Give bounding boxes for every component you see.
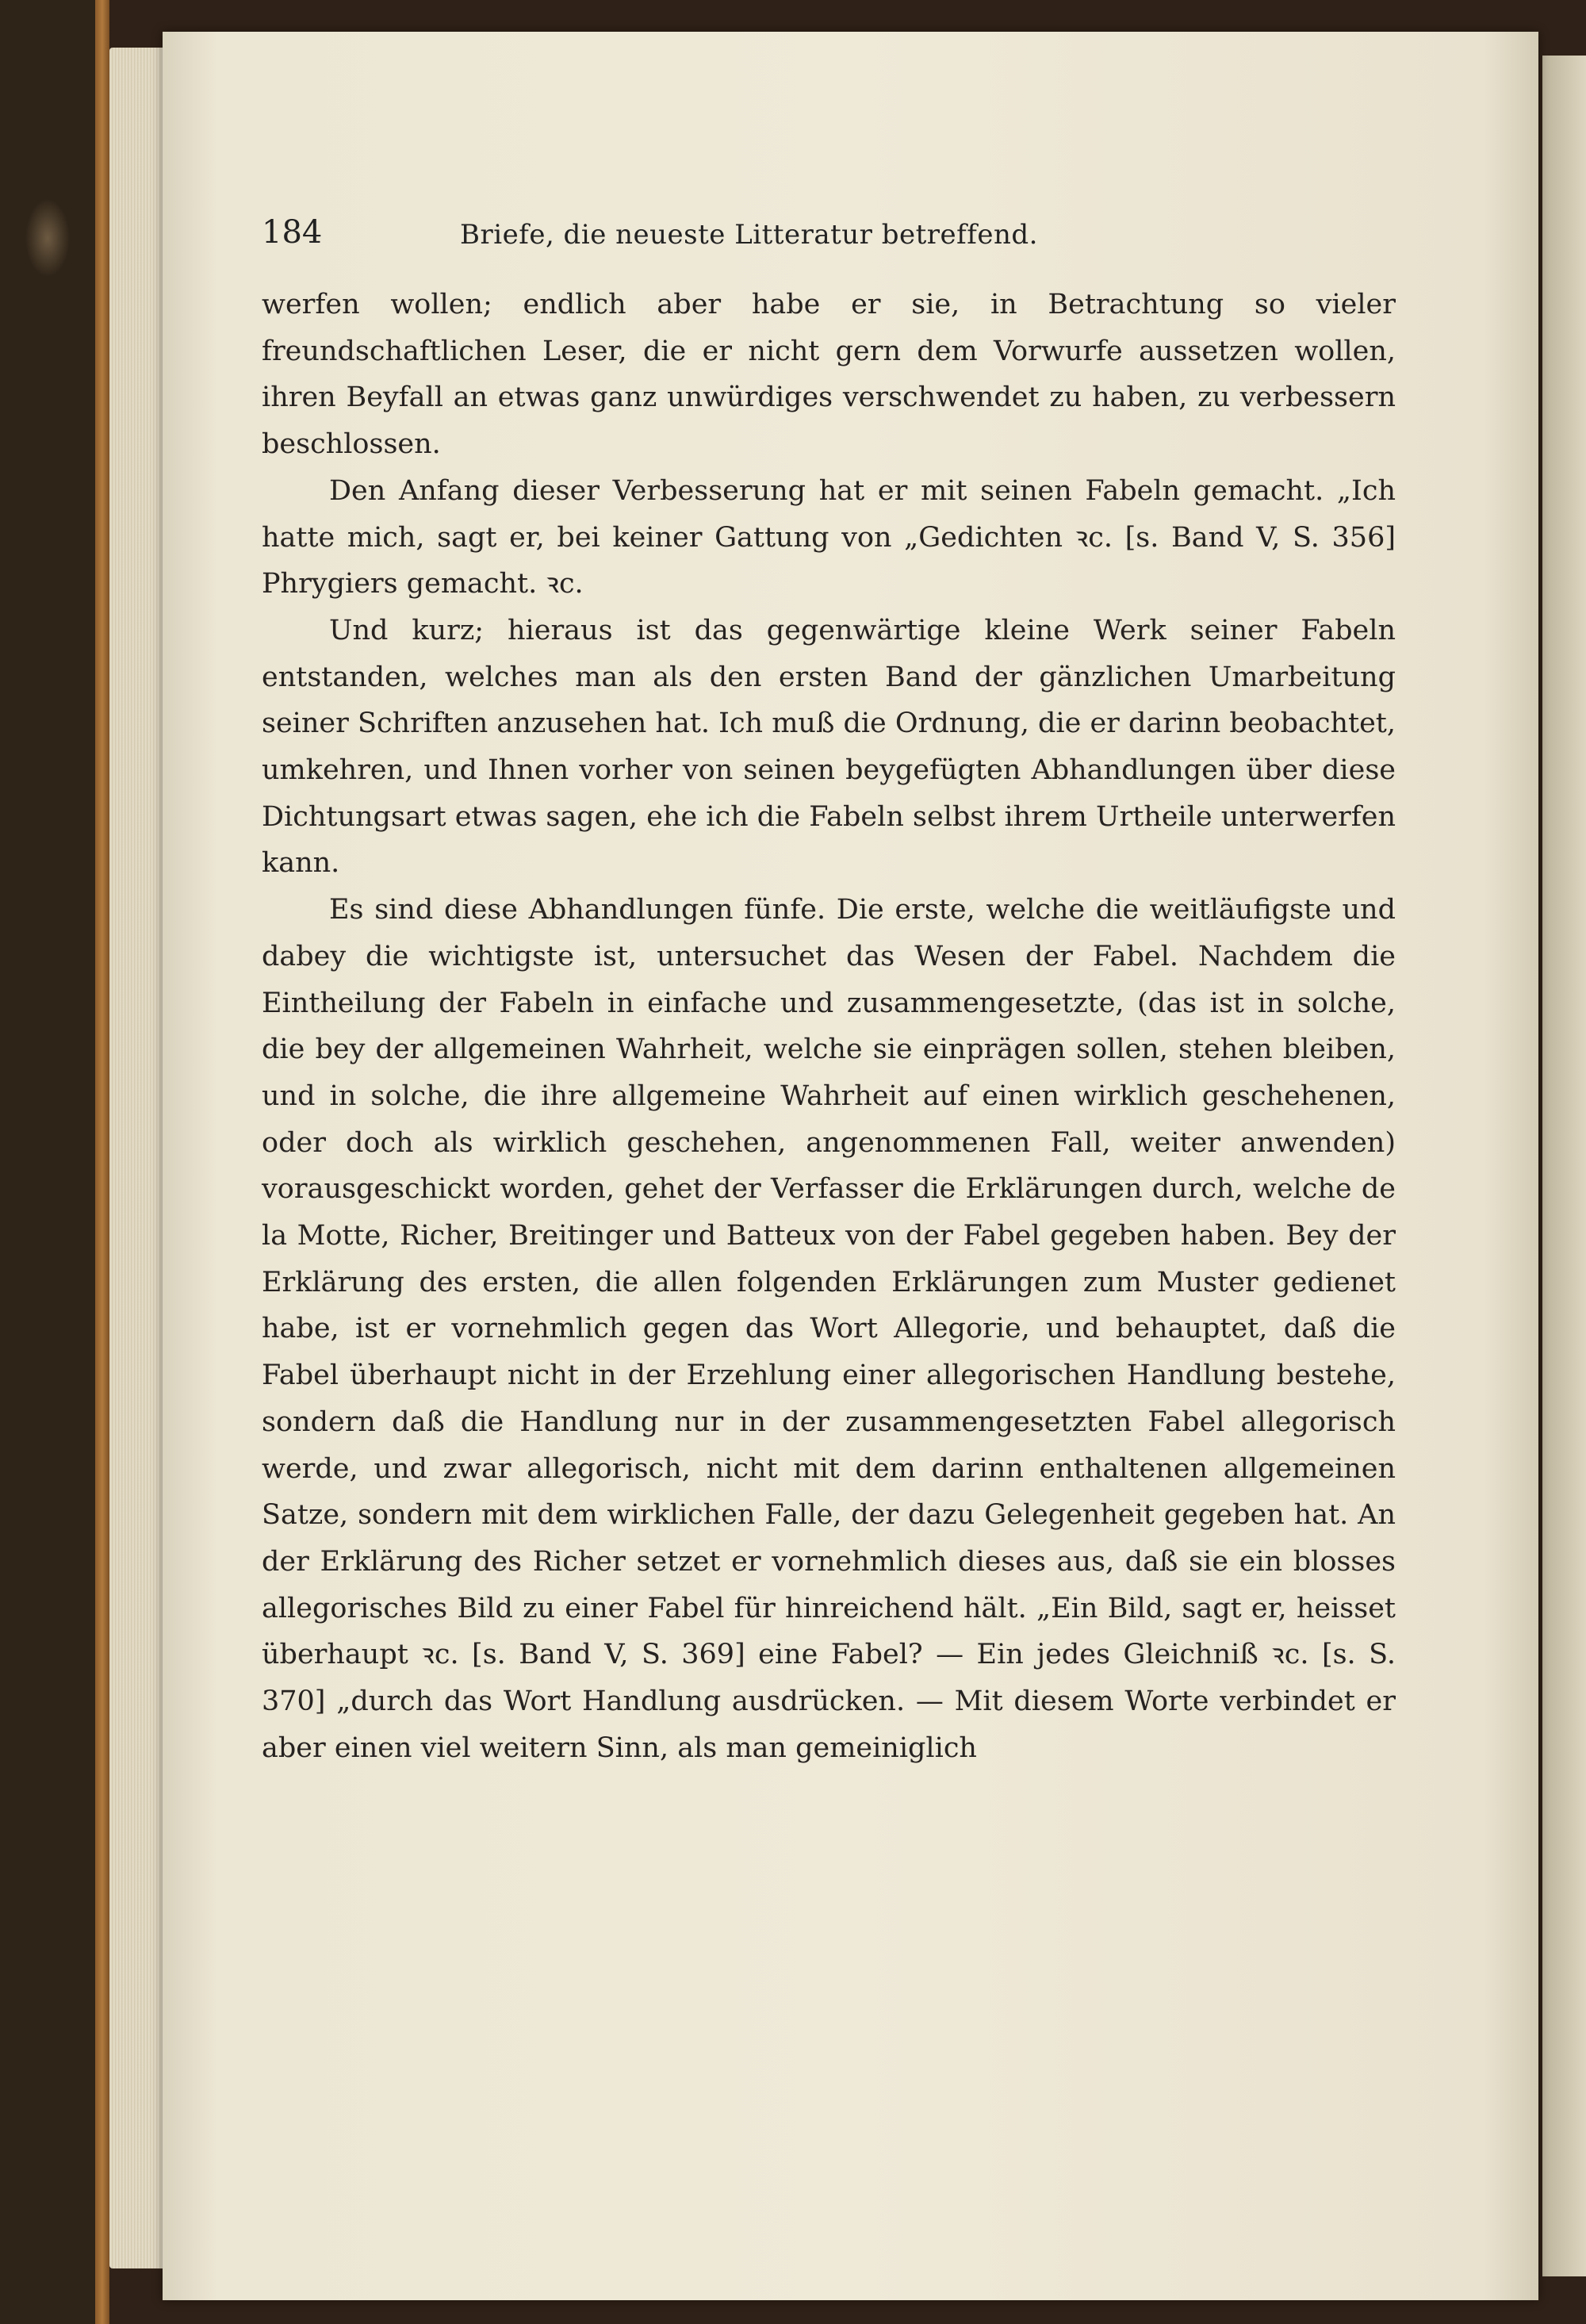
paragraph-1: werfen wollen; endlich aber habe er sie, in Betrachtung so vieler freundschaftlichen Leser, die er nicht gern dem Vorwurfe aussetzen wollen, ihren Beyfall an etwas ganz unwürdiges verschwendet zu haben, zu verbessern beschlossen. [262,289,1396,461]
running-head: Briefe, die neueste Litteratur betreffend. [460,219,1038,251]
paragraph-3: Und kurz; hieraus ist das gegenwärtige kleine Werk seiner Fabeln entstanden, welches man als den ersten Band der gänzlichen Umarbeitung seiner Schriften anzusehen hat. Ich muß die Ordnung, die er darinn beobachtet, umkehren, und Ihnen vorher von seinen beygefügten Abhandlungen über diese Dichtungsart etwas sagen, ehe ich die Fabeln selbst ihrem Urtheile unterwerfen kann. [262,614,1396,880]
page-body [262,282,1396,1772]
cover-edge [95,0,109,2324]
paragraph-4: Es sind diese Abhandlungen fünfe. Die erste, welche die weitläufigste und dabey die wichtigste ist, untersuchet das Wesen der Fabel. Nachdem die Eintheilung der Fabeln in einfache und zusammengesetzte, (das ist in solche, die bey der allgemeinen Wahrheit, welche sie einprägen sollen, stehen bleiben, und in solche, die ihre allgemeine Wahrheit auf einen wirklich geschehenen, oder doch als wirklich geschehen, angenommenen Fall, weiter anwenden) vorausgeschickt worden, gehet der Verfasser die Erklärungen durch, welche de la Motte, Richer, Breitinger und Batteux von der Fabel gegeben haben. Bey der Erklärung des ersten, die allen folgenden Erklärungen zum Muster gedienet habe, ist er vornehmlich gegen das Wort Allegorie, und behauptet, daß die Fabel überhaupt nicht in der Erzehlung einer allegorischen Handlung bestehe, sondern daß die Handlung nur in der zusammengesetzten Fabel allegorisch werde, und zwar allegorisch, nicht mit dem darinn enthaltenen allgemeinen Satze, sondern mit dem wirklichen Falle, der dazu Gelegenheit gegeben hat. An der Erklärung des Richer setzet er vornehmlich dieses aus, daß sie ein blosses allegorisches Bild zu einer Fabel für hinreichend hält. „Ein Bild, sagt er, heisset überhaupt ꝛc. [s. Band V, S. 369] eine Fabel? — Ein jedes Gleichniß ꝛc. [s. S. 370] „durch das Wort Handlung ausdrücken. — Mit diesem Worte verbindet er aber einen viel weitern Sinn, als man gemeiniglich [262,894,1396,1764]
marbled-cover [0,0,103,2324]
page-number: 184 [262,214,323,251]
next-page-strip [1542,56,1586,2276]
paragraph-2: Den Anfang dieser Verbesserung hat er mit seinen Fabeln gemacht. „Ich hatte mich, sagt er, bei keiner Gattung von „Gedichten ꝛc. [s. Band V, S. 356] Phrygiers gemacht. ꝛc. [262,474,1396,600]
page-header [262,214,1412,262]
